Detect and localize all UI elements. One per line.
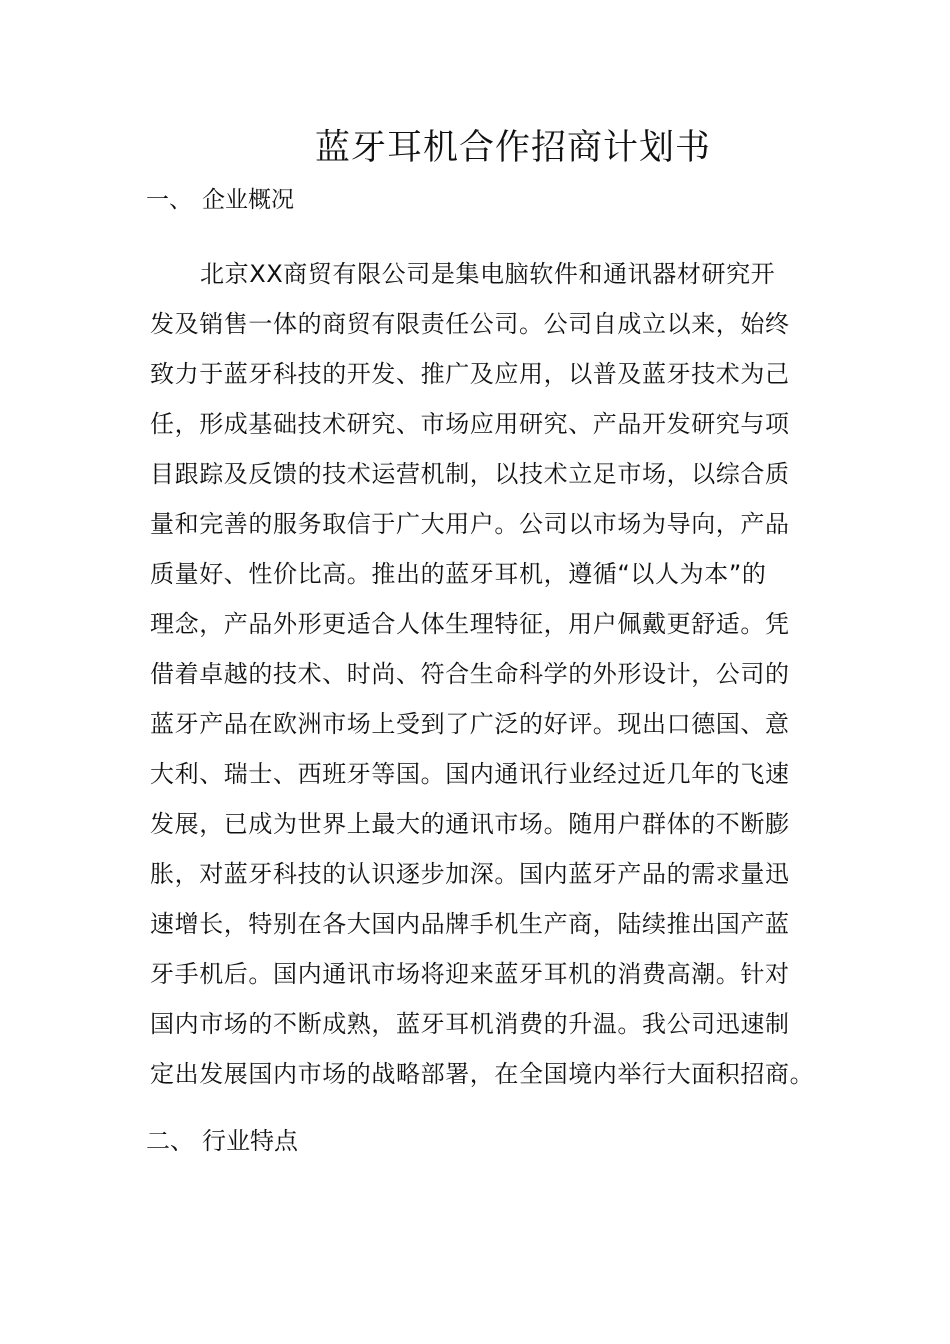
paragraph-line: 致力于蓝牙科技的开发、推广及应用，以普及蓝牙技术为己 — [150, 360, 790, 388]
paragraph-line: 任，形成基础技术研究、市场应用研究、产品开发研究与项 — [150, 410, 790, 438]
paragraph-line: 目跟踪及反馈的技术运营机制，以技术立足市场，以综合质 — [150, 460, 790, 488]
paragraph-line: 蓝牙产品在欧洲市场上受到了广泛的好评。现出口德国、意 — [150, 710, 790, 738]
paragraph-line: 北京XX商贸有限公司是集电脑软件和通讯器材研究开 — [200, 260, 776, 288]
paragraph-line: 大利、瑞士、西班牙等国。国内通讯行业经过近几年的飞速 — [150, 760, 790, 788]
section-title: 行业特点 — [202, 1127, 298, 1155]
section-heading-company-overview — [146, 183, 294, 217]
section-number: 一、 — [146, 187, 192, 213]
paragraph-line: 发展，已成为世界上最大的通讯市场。随用户群体的不断膨 — [150, 810, 790, 838]
section-number: 二、 — [146, 1127, 194, 1155]
paragraph-line: 借着卓越的技术、时尚、符合生命科学的外形设计，公司的 — [150, 660, 790, 688]
paragraph-line: 胀，对蓝牙科技的认识逐步加深。国内蓝牙产品的需求量迅 — [150, 860, 790, 888]
document-title: 蓝牙耳机合作招商计划书 — [314, 128, 711, 168]
paragraph-line: 牙手机后。国内通讯市场将迎来蓝牙耳机的消费高潮。针对 — [150, 960, 790, 988]
section-heading-industry-features — [146, 1123, 298, 1159]
paragraph-line: 量和完善的服务取信于广大用户。公司以市场为导向，产品 — [150, 510, 790, 538]
company-overview-paragraph — [150, 249, 830, 1099]
paragraph-line: 定出发展国内市场的战略部署，在全国境内举行大面积招商。 — [150, 1060, 815, 1088]
section-title: 企业概况 — [202, 187, 294, 213]
paragraph-line: 速增长，特别在各大国内品牌手机生产商，陆续推出国产蓝 — [150, 910, 790, 938]
paragraph-line: 质量好、性价比高。推出的蓝牙耳机，遵循“以人为本”的 — [150, 560, 767, 588]
paragraph-line: 发及销售一体的商贸有限责任公司。公司自成立以来，始终 — [150, 310, 790, 338]
paragraph-line: 国内市场的不断成熟，蓝牙耳机消费的升温。我公司迅速制 — [150, 1010, 790, 1038]
paragraph-line: 理念，产品外形更适合人体生理特征，用户佩戴更舒适。凭 — [150, 610, 790, 638]
